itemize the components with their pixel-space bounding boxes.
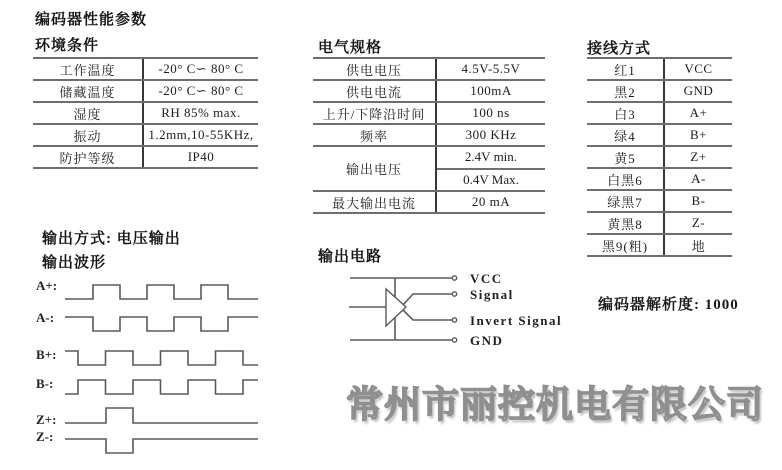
cell-label: 供电电压 xyxy=(345,62,402,78)
cell-value: Z- xyxy=(663,213,732,233)
table-row xyxy=(587,235,732,257)
cell-label: 供电电流 xyxy=(345,84,402,100)
cell-label: 红1 xyxy=(614,62,636,78)
cell-value: A+ xyxy=(663,103,732,123)
cell-value: 100 ns xyxy=(435,103,545,123)
table-row xyxy=(587,81,732,103)
signal-line xyxy=(403,294,452,305)
output-mode-title: 输出方式: 电压输出 xyxy=(42,231,181,247)
cell-value: -20° C∽ 80° C xyxy=(142,59,258,79)
cell-label: 绿黑7 xyxy=(607,194,643,210)
table-row xyxy=(313,192,545,214)
waveform-a-plus xyxy=(65,285,258,299)
cell-label: 最大输出电流 xyxy=(331,195,416,211)
cell-value: -20° C∽ 80° C xyxy=(142,81,258,101)
cell-label: 黑2 xyxy=(614,84,636,100)
cell-label: 防护等级 xyxy=(59,150,116,166)
terminal-label-signal: Signal xyxy=(470,287,514,302)
cell-label: 黄5 xyxy=(614,150,636,166)
cell-label: 频率 xyxy=(359,128,388,144)
env-table xyxy=(33,57,258,169)
table-row xyxy=(587,147,732,169)
table-row xyxy=(587,191,732,213)
gnd-terminal-icon xyxy=(452,338,456,342)
waveform-z-minus xyxy=(65,439,258,453)
cell-value: IP40 xyxy=(142,147,258,167)
table-row xyxy=(587,59,732,81)
signal-terminal-icon xyxy=(452,292,456,296)
cell-value-stack xyxy=(435,147,545,190)
circuit-section-title: 输出电路 xyxy=(318,249,383,265)
cell-value: 1.2mm,10-55KHz, xyxy=(142,125,258,145)
table-row xyxy=(313,81,545,103)
terminal-label-gnd: GND xyxy=(470,333,504,348)
cell-value: 0.4V Max. xyxy=(463,171,519,187)
cell-label: 湿度 xyxy=(73,106,102,122)
terminal-label-vcc: VCC xyxy=(470,271,503,286)
page-title: 编码器性能参数 xyxy=(35,12,148,28)
waveform-b-plus xyxy=(65,351,258,365)
channel-label-a-plus: A+: xyxy=(36,278,58,293)
waveform-a-minus xyxy=(65,317,258,331)
cell-label: 白3 xyxy=(614,106,636,122)
table-row xyxy=(587,213,732,235)
cell-label: 储藏温度 xyxy=(59,84,116,100)
table-row xyxy=(33,125,258,147)
table-row xyxy=(33,81,258,103)
table-row xyxy=(313,59,545,81)
cell-label: 白黑6 xyxy=(607,172,643,188)
cell-value: B+ xyxy=(663,125,732,145)
table-row xyxy=(313,103,545,125)
elec-table xyxy=(313,57,545,214)
elec-section-title: 电气规格 xyxy=(318,40,383,56)
waveform-b-minus xyxy=(65,380,258,394)
terminal-label-invert-signal: Invert Signal xyxy=(470,313,563,328)
cell-value: A- xyxy=(663,169,732,189)
output-waveform-title: 输出波形 xyxy=(42,255,107,271)
cell-value: B- xyxy=(663,191,732,211)
cell-value: GND xyxy=(663,81,732,101)
table-row xyxy=(587,103,732,125)
invert-signal-line xyxy=(403,310,452,320)
waveform-diagram xyxy=(30,272,280,468)
cell-value: 100mA xyxy=(435,81,545,101)
circuit-diagram xyxy=(340,265,465,350)
cell-label: 黄黑8 xyxy=(607,216,643,232)
channel-label-b-minus: B-: xyxy=(36,376,54,391)
cell-value: RH 85% max. xyxy=(142,103,258,123)
cell-value: 4.5V-5.5V xyxy=(435,59,545,79)
table-row xyxy=(313,125,545,147)
waveform-z-plus xyxy=(65,408,258,423)
table-row xyxy=(587,169,732,191)
cell-label: 上升/下降沿时间 xyxy=(322,106,426,122)
vcc-terminal-icon xyxy=(452,276,456,280)
cell-value: 20 mA xyxy=(435,192,545,212)
resolution-text: 编码器解析度: 1000 xyxy=(598,297,739,313)
table-row xyxy=(33,147,258,169)
channel-label-z-plus: Z+: xyxy=(36,412,57,427)
cell-value: VCC xyxy=(663,59,732,79)
cell-label: 振动 xyxy=(73,128,102,144)
channel-label-z-minus: Z-: xyxy=(36,429,54,444)
cell-label: 工作温度 xyxy=(59,62,116,78)
cell-label: 输出电压 xyxy=(345,162,402,177)
channel-label-b-plus: B+: xyxy=(36,347,57,362)
cell-label: 绿4 xyxy=(614,128,636,144)
table-row xyxy=(33,59,258,81)
env-section-title: 环境条件 xyxy=(35,38,100,54)
cell-value: 地 xyxy=(663,235,732,255)
table-row xyxy=(33,103,258,125)
wiring-table xyxy=(587,57,732,257)
invert-terminal-icon xyxy=(452,318,456,322)
table-row xyxy=(587,125,732,147)
cell-value: Z+ xyxy=(663,147,732,167)
cell-label: 黑9(粗) xyxy=(601,238,649,254)
cell-value: 300 KHz xyxy=(435,125,545,145)
table-row-merged xyxy=(313,147,545,192)
transistor-triangle-icon xyxy=(386,289,406,326)
cell-value: 2.4V min. xyxy=(437,147,545,170)
wiring-section-title: 接线方式 xyxy=(587,41,652,57)
channel-label-a-minus: A-: xyxy=(36,310,55,325)
company-watermark: 常州市丽控机电有限公司 xyxy=(346,385,764,426)
